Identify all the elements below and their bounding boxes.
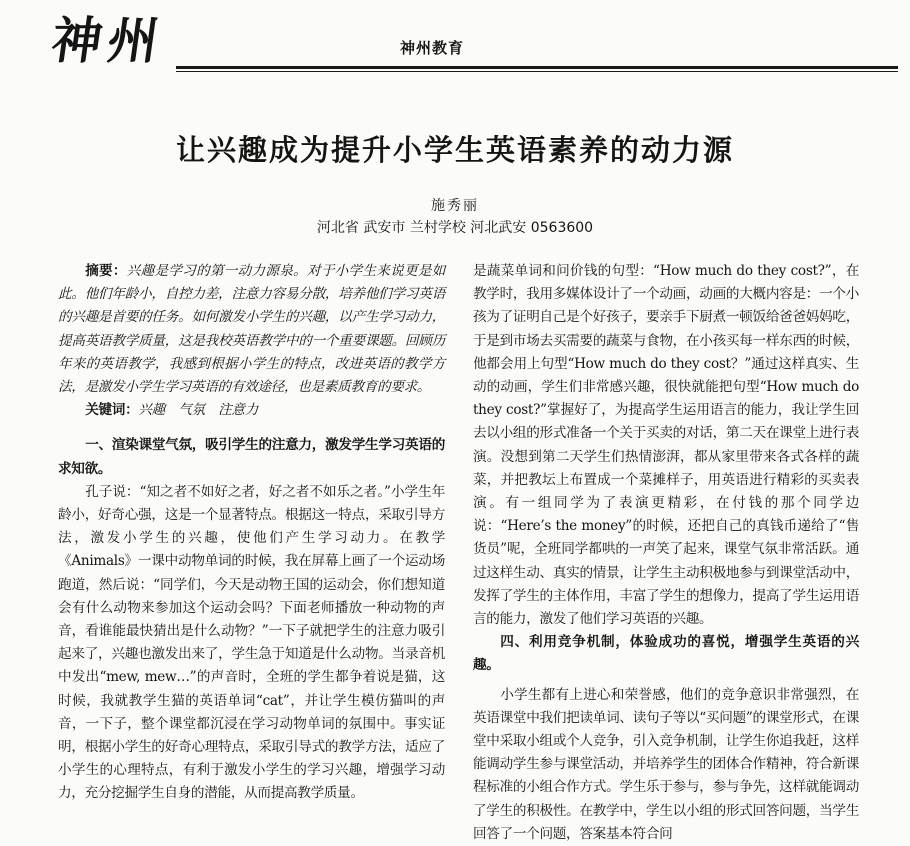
- keywords: [58, 399, 445, 422]
- article-author: 施秀丽: [431, 198, 479, 214]
- section4-heading: 四、利用竞争机制，体验成功的喜悦，增强学生英语的兴趣。: [473, 634, 859, 674]
- abstract-text: 兴趣是学习的第一动力源泉。对于小学生来说更是如此。他们年龄小，自控力差，注意力容易分散，培养他们学习英语的兴趣是首要的任务。如何激发小学生的兴趣，以产生学习动力，提高英语教学质量，这是我校英语教学中的一个重要课题。回顾历年来的英语教学，我感到根据小学生的特点，改进英语的教学方法，是激发小学生学习英语的有效途径，也是素质教育的要求。: [58, 263, 445, 396]
- journal-logo: 神州: [47, 11, 169, 70]
- journal-name: 神州教育: [400, 39, 465, 57]
- right-column: [473, 260, 859, 846]
- section1-paragraph: 孔子说：“知之者不如好之者，好之者不如乐之者。”小学生年龄小，好奇心强，这是一个显著特点。根据这一特点，采取引导方法，激发小学生的兴趣，使他们产生学习动力。在教学《Animals》一课中动物单词的时候，我在屏幕上画了一个运动场跑道，然后说：“同学们，今天是动物王国的运动会，你们想知道会有什么动物来参加这个运动会吗？下面老师播放一种动物的声音，看谁能最快猜出是什么动物？”一下子就把学生的注意力吸引起来了，兴趣也激发出来了，学生急于知道是什么动物。当录音机中发出“mew, mew…”的声音时，全班的学生都争着说是猫，这时候，我就教学生猫的英语单词“cat”，并让学生模仿猫叫的声音，一下子，整个课堂都沉浸在学习动物单词的氛围中。事实证明，根据小学生的好奇心理特点，采取引导式的教学方法，适应了小学生的心理特点，有利于激发小学生的学习兴趣，增强学习动力，充分挖掘学生自身的潜能，从而提高教学质量。: [58, 483, 445, 802]
- keywords-label: 关键词：: [85, 402, 139, 419]
- abstract: [58, 260, 445, 399]
- keywords-text: 兴趣 气氛 注意力: [138, 402, 259, 419]
- header-rule-thin: [176, 71, 898, 72]
- abstract-label: 摘要：: [85, 263, 127, 279]
- header-rule: [176, 66, 898, 69]
- section1-heading: 一、渲染课堂气氛，吸引学生的注意力，激发学生学习英语的求知欲。: [58, 437, 445, 477]
- right-paragraph-continued: 是蔬菜单词和问价钱的句型：“How much do they cost?”，在教学时，我用多媒体设计了一个动画，动画的大概内容是：一个小孩为了证明自己是个好孩子，要亲手下厨煮一顿饭给爸爸妈妈吃，于是到市场去买需要的蔬菜与食物，在小孩买每一样东西的时候，他都会用上句型“How much do they cost？”通过这样真实、生动的动画，学生们非常感兴趣，很快就能把句型“How much do they cost?”掌握好了，为提高学生运用语言的能力，我让学生回去以小组的形式准备一个关于买卖的对话，第二天在课堂上进行表演。没想到第二天学生们热情澎湃，都从家里带来各式各样的蔬菜，并把教坛上布置成一个菜摊样子，用英语进行精彩的买卖表演。有一组同学为了表演更精彩，在付钱的那个同学边说：“Here’s the money”的时候，还把自己的真钱币递给了“售货员”呢，全班同学都哄的一声笑了起来，课堂气氛非常活跃。通过这样生动、真实的情景，让学生主动积极地参与到课堂活动中，发挥了学生的主体作用，丰富了学生的想像力，提高了学生运用语言的能力，激发了他们学习英语的兴趣。: [473, 263, 859, 628]
- article-affiliation: 河北省 武安市 兰村学校 河北武安 0563600: [316, 220, 594, 236]
- left-column: [58, 260, 445, 806]
- article-title: 让兴趣成为提升小学生英语素养的动力源: [175, 133, 734, 167]
- section4-paragraph: 小学生都有上进心和荣誉感，他们的竞争意识非常强烈，在英语课堂中我们把读单词、读句子等以“买问题”的课堂形式，在课堂中采取小组或个人竞争，引入竞争机制，让学生你追我赶，这样能调动学生参与课堂活动，并培养学生的团体合作精神，符合新课程标准的小组合作方式。学生乐于参与，参与争先，这样就能调动了学生的积极性。在教学中，学生以小组的形式回答问题，当学生回答了一个问题，答案基本符合问: [473, 686, 859, 842]
